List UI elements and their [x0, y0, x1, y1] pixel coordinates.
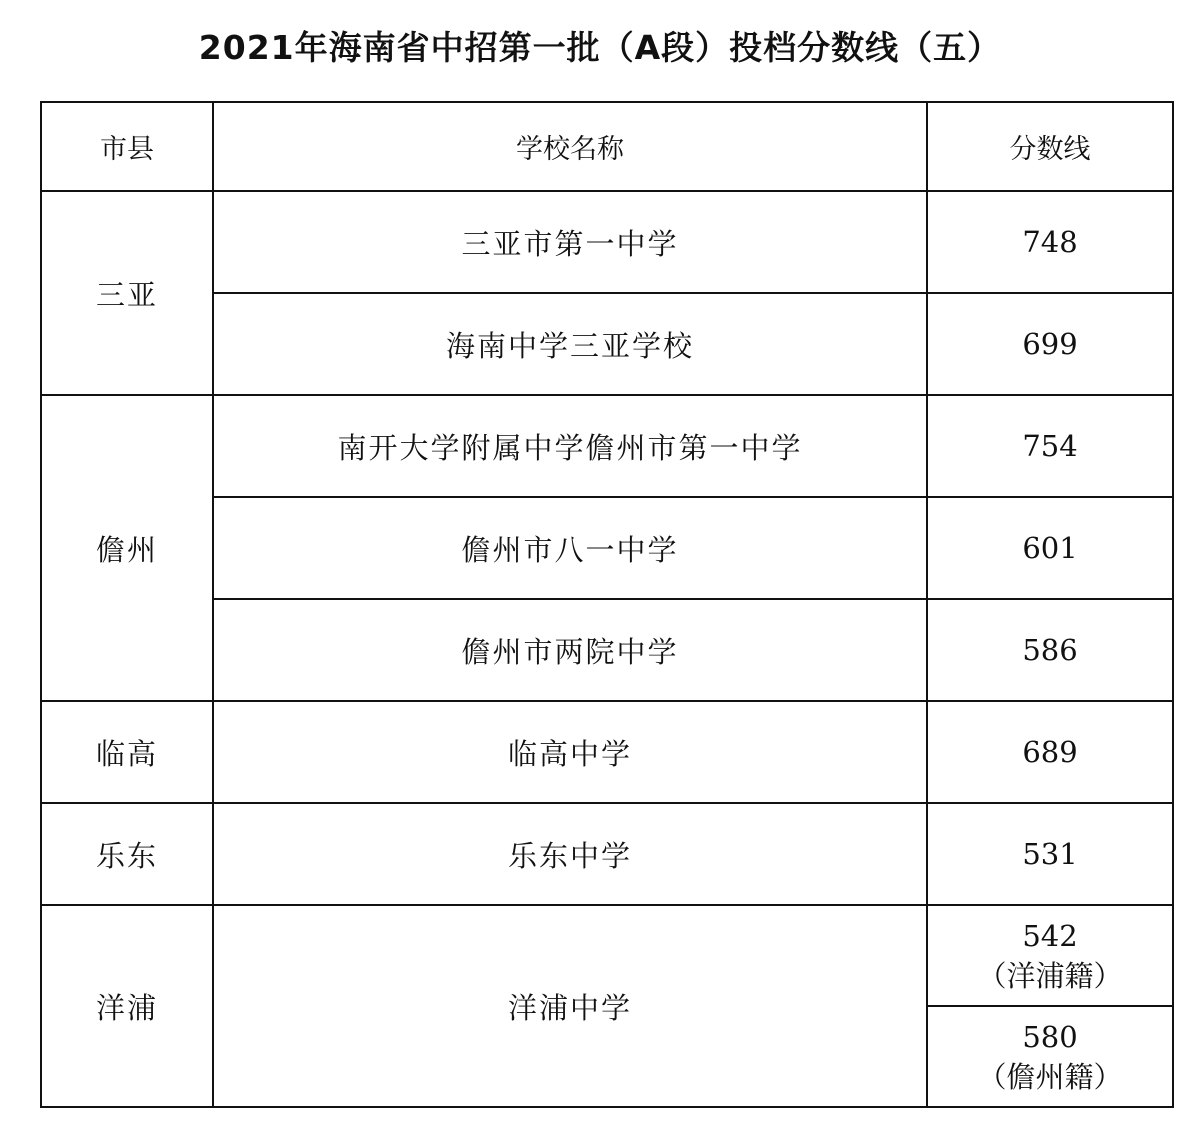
- header-school: 学校名称: [213, 102, 927, 191]
- score-cell: 601: [927, 497, 1173, 599]
- school-name-cell: 洋浦中学: [213, 905, 927, 1107]
- header-score: 分数线: [927, 102, 1173, 191]
- score-cell: [927, 1006, 1173, 1107]
- table-row: [41, 395, 1173, 497]
- score-note: （儋州籍）: [977, 1059, 1123, 1094]
- table-row: [41, 191, 1173, 293]
- school-name-cell: 三亚市第一中学: [213, 191, 927, 293]
- score-cell: 754: [927, 395, 1173, 497]
- county-cell: 临高: [41, 701, 213, 803]
- school-name-cell: 临高中学: [213, 701, 927, 803]
- score-note: （洋浦籍）: [977, 958, 1123, 993]
- county-cell: 儋州: [41, 395, 213, 701]
- school-name-cell: 海南中学三亚学校: [213, 293, 927, 395]
- school-name-cell: 南开大学附属中学儋州市第一中学: [213, 395, 927, 497]
- header-county: 市县: [41, 102, 213, 191]
- table-header-row: [41, 102, 1173, 191]
- page-title: 2021年海南省中招第一批（A段）投档分数线（五）: [198, 28, 1002, 67]
- school-name-cell: 儋州市两院中学: [213, 599, 927, 701]
- score-cell: 748: [927, 191, 1173, 293]
- county-cell: 乐东: [41, 803, 213, 905]
- score-cell: 699: [927, 293, 1173, 395]
- score-value: 542: [1022, 918, 1078, 953]
- score-cell: 531: [927, 803, 1173, 905]
- score-cell: 689: [927, 701, 1173, 803]
- county-cell: 三亚: [41, 191, 213, 395]
- table-row: [41, 803, 1173, 905]
- score-table: [40, 101, 1174, 1108]
- score-cell: 586: [927, 599, 1173, 701]
- county-cell: 洋浦: [41, 905, 213, 1107]
- score-value: 580: [1022, 1019, 1078, 1054]
- table-row: [41, 701, 1173, 803]
- school-name-cell: 乐东中学: [213, 803, 927, 905]
- score-cell: [927, 905, 1173, 1006]
- school-name-cell: 儋州市八一中学: [213, 497, 927, 599]
- table-row: [41, 905, 1173, 1006]
